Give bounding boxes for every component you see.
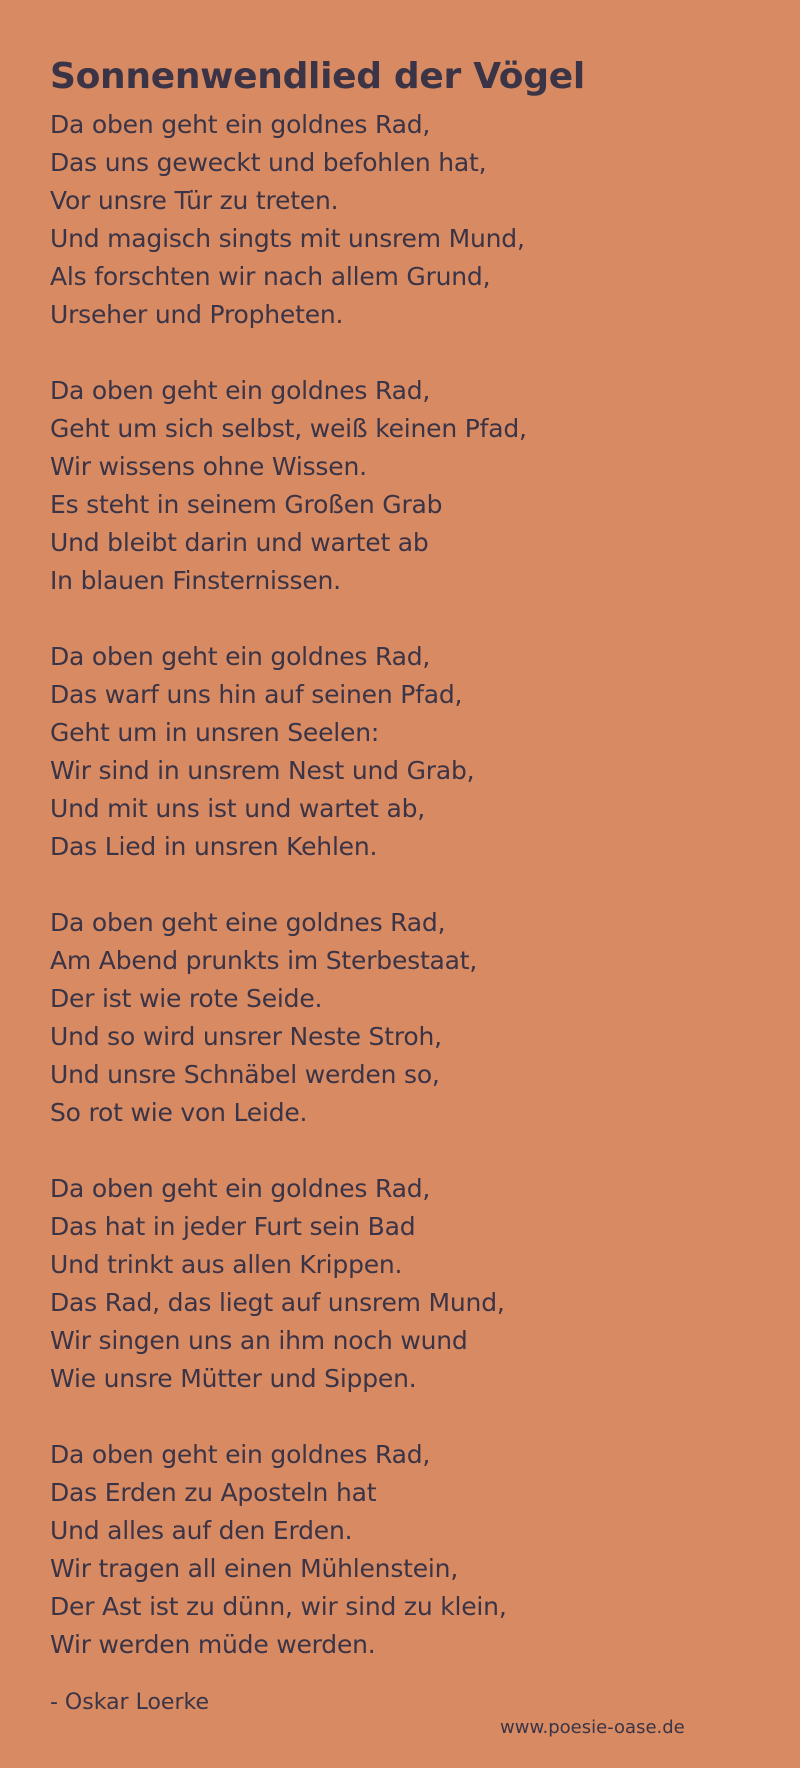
- poem-line: Am Abend prunkts im Sterbestaat,: [50, 946, 478, 975]
- poem-line: Es steht in seinem Großen Grab: [50, 490, 443, 519]
- poem-line: In blauen Finsternissen.: [50, 566, 341, 595]
- poem-line: Da oben geht ein goldnes Rad,: [50, 376, 431, 405]
- poem-line: Vor unsre Tür zu treten.: [50, 186, 339, 215]
- poem-line: Urseher und Propheten.: [50, 300, 344, 329]
- poem-line: Und mit uns ist und wartet ab,: [50, 794, 426, 823]
- poem-line: Wir wissens ohne Wissen.: [50, 452, 367, 481]
- poem-line: Und magisch singts mit unsrem Mund,: [50, 224, 525, 253]
- stanza: [50, 1436, 800, 1664]
- poem-line: Das warf uns hin auf seinen Pfad,: [50, 680, 463, 709]
- poem-line: Wir werden müde werden.: [50, 1630, 376, 1659]
- poem-line: Und alles auf den Erden.: [50, 1516, 353, 1545]
- poem-line: Und so wird unsrer Neste Stroh,: [50, 1022, 442, 1051]
- poem-line: Das Erden zu Aposteln hat: [50, 1478, 377, 1507]
- poem-line: Und bleibt darin und wartet ab: [50, 528, 429, 557]
- poem-line: Das Lied in unsren Kehlen.: [50, 832, 378, 861]
- poem-line: Da oben geht ein goldnes Rad,: [50, 1174, 431, 1203]
- stanza: [50, 1170, 800, 1398]
- poem-line: Der Ast ist zu dünn, wir sind zu klein,: [50, 1592, 507, 1621]
- poem-line: Als forschten wir nach allem Grund,: [50, 262, 491, 291]
- poem-line: Das Rad, das liegt auf unsrem Mund,: [50, 1288, 505, 1317]
- poem-line: Da oben geht eine goldnes Rad,: [50, 908, 446, 937]
- poem-line: Wie unsre Mütter und Sippen.: [50, 1364, 417, 1393]
- stanza: [50, 106, 800, 334]
- stanza: [50, 638, 800, 866]
- poem-line: Das uns geweckt und befohlen hat,: [50, 148, 487, 177]
- poem-line: So rot wie von Leide.: [50, 1098, 308, 1127]
- poem-line: Und unsre Schnäbel werden so,: [50, 1060, 440, 1089]
- poem-line: Wir singen uns an ihm noch wund: [50, 1326, 468, 1355]
- stanza: [50, 372, 800, 600]
- stanza: [50, 904, 800, 1132]
- source-url[interactable]: www.poesie-oase.de: [500, 1717, 685, 1738]
- poem-line: Der ist wie rote Seide.: [50, 984, 323, 1013]
- poem-line: Da oben geht ein goldnes Rad,: [50, 1440, 431, 1469]
- poem-line: Geht um sich selbst, weiß keinen Pfad,: [50, 414, 527, 443]
- poem-author: - Oskar Loerke: [50, 1690, 209, 1715]
- poem-body: [50, 106, 800, 1664]
- poem-title: Sonnenwendlied der Vögel: [50, 56, 585, 97]
- poem-line: Da oben geht ein goldnes Rad,: [50, 642, 431, 671]
- poem-line: Das hat in jeder Furt sein Bad: [50, 1212, 416, 1241]
- poem-line: Da oben geht ein goldnes Rad,: [50, 110, 431, 139]
- poem-line: Wir tragen all einen Mühlenstein,: [50, 1554, 459, 1583]
- poem-line: Geht um in unsren Seelen:: [50, 718, 380, 747]
- poem-line: Wir sind in unsrem Nest und Grab,: [50, 756, 475, 785]
- poem-line: Und trinkt aus allen Krippen.: [50, 1250, 403, 1279]
